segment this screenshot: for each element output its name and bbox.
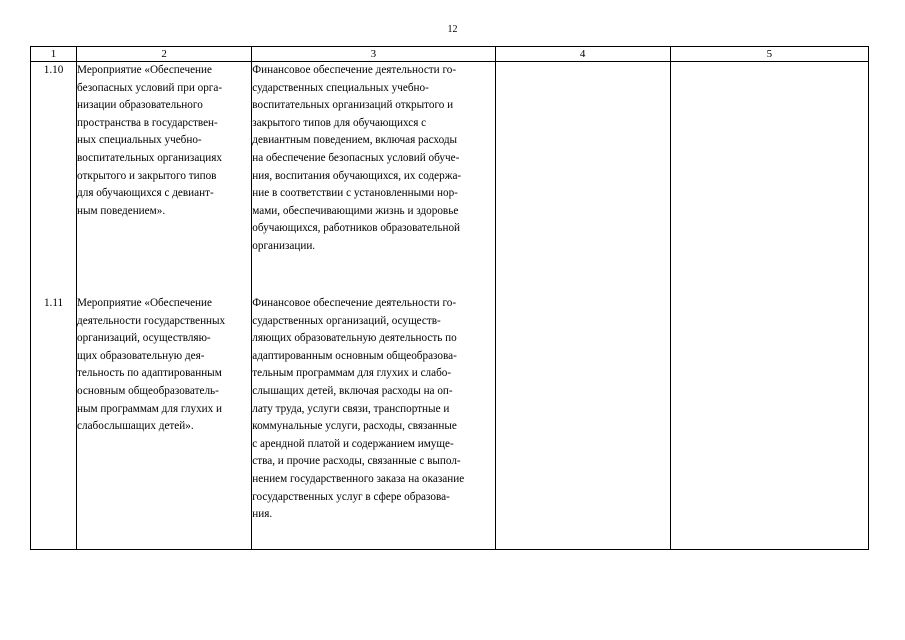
row-number-text: 1.10: [43, 64, 64, 76]
description-line: ние в соответствии с установленными нор-: [252, 187, 458, 200]
page-number: 12: [447, 24, 458, 35]
event-line: основным общеобразователь-: [77, 384, 219, 397]
measures-table: [30, 46, 869, 550]
description-line: мами, обеспечивающими жизнь и здоровье: [252, 204, 459, 217]
description-line: слышащих детей, включая расходы на оп-: [252, 384, 453, 397]
event-line: безопасных условий при орга-: [77, 81, 223, 94]
column-5-cell: [670, 295, 868, 550]
event-line: щих образовательную дея-: [77, 349, 205, 362]
column-header-2: 2: [77, 47, 252, 62]
description-line: ния.: [252, 508, 273, 521]
description-line: закрытого типов для обучающихся с: [252, 116, 427, 129]
event-name-cell: [77, 295, 252, 550]
column-4-cell: [495, 295, 670, 550]
description-line: тельным программам для глухих и слабо-: [252, 367, 452, 380]
event-line: низации образовательного: [77, 99, 203, 112]
row-number-text: 1.11: [43, 297, 64, 309]
description-line: сударственных специальных учебно-: [252, 81, 429, 94]
description-line: Финансовое обеспечение деятельности го-: [252, 64, 457, 76]
column-5-cell: [670, 62, 868, 296]
row-number: [31, 62, 77, 296]
column-header-5: 5: [670, 47, 868, 62]
description-line: коммунальные услуги, расходы, связанные: [252, 420, 457, 433]
description-line: нением государственного заказа на оказание: [252, 472, 465, 485]
event-line: деятельности государственных: [77, 314, 226, 327]
event-line: тельность по адаптированным: [77, 367, 222, 380]
event-line: воспитательных организациях: [77, 151, 223, 164]
description-line: ляющих образовательную деятельность по: [252, 332, 457, 345]
event-line: Мероприятие «Обеспечение: [77, 64, 212, 76]
description-line: Финансовое обеспечение деятельности го-: [252, 297, 457, 309]
event-line: слабослышащих детей».: [77, 420, 194, 433]
event-name-cell: [77, 62, 252, 296]
description-line: организации.: [252, 239, 316, 252]
event-line: для обучающихся с девиант-: [77, 187, 214, 200]
row-number: [31, 295, 77, 550]
column-header-3: 3: [252, 47, 495, 62]
description-line: государственных услуг в сфере образова-: [252, 490, 450, 503]
column-header-4: 4: [495, 47, 670, 62]
description-line: с арендной платой и содержанием имуще-: [252, 437, 454, 450]
table-row: [31, 62, 869, 296]
description-line: воспитательных организаций открытого и: [252, 99, 454, 112]
event-line: ным поведением».: [77, 204, 166, 217]
description-line: ства, и прочие расходы, связанные с выпол-: [252, 455, 461, 468]
event-line: Мероприятие «Обеспечение: [77, 297, 212, 309]
description-line: сударственных организаций, осуществ-: [252, 314, 441, 327]
description-cell: [252, 295, 495, 550]
description-line: адаптированным основным общеобразова-: [252, 349, 457, 362]
description-line: девиантным поведением, включая расходы: [252, 134, 458, 147]
table-header-row: [31, 47, 869, 62]
description-line: на обеспечение безопасных условий обуче-: [252, 151, 460, 164]
column-header-1: 1: [31, 47, 77, 62]
description-cell: [252, 62, 495, 296]
column-4-cell: [495, 62, 670, 296]
event-line: ным программам для глухих и: [77, 402, 223, 415]
table-row: [31, 295, 869, 550]
event-line: организаций, осуществляю-: [77, 332, 211, 345]
description-line: лату труда, услуги связи, транспортные и: [252, 402, 450, 415]
event-line: пространства в государствен-: [77, 116, 218, 129]
description-line: ния, воспитания обучающихся, их содержа-: [252, 169, 462, 182]
event-line: открытого и закрытого типов: [77, 169, 217, 182]
event-line: ных специальных учебно-: [77, 134, 202, 147]
description-line: обучающихся, работников образовательной: [252, 222, 461, 235]
